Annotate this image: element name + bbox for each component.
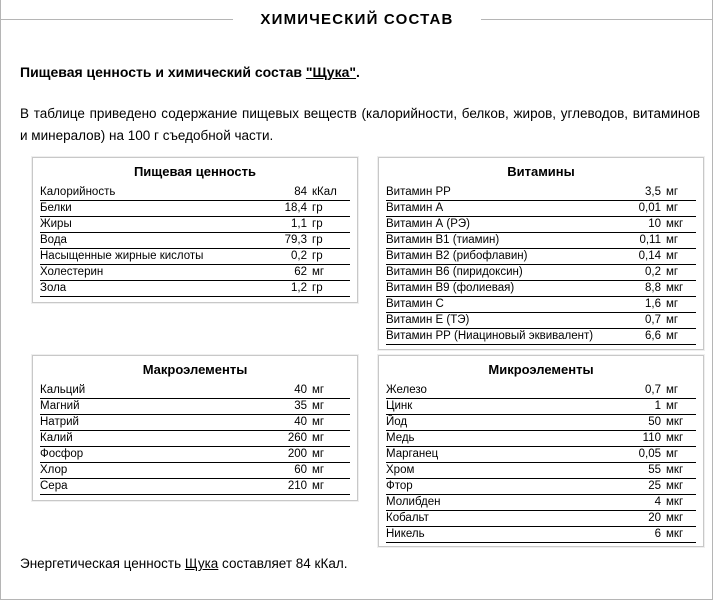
nutrient-value: 1,2 — [291, 282, 307, 294]
table-row — [386, 383, 696, 399]
nutrient-value: 25 — [648, 480, 661, 492]
nutrient-value: 1 — [654, 400, 661, 412]
table-row — [386, 399, 696, 415]
nutrient-unit: кКал — [312, 186, 337, 198]
nutrient-value: 10 — [648, 218, 661, 230]
nutrient-unit: мкг — [666, 282, 684, 294]
nutrient-name: Витамин В9 (фолиевая) — [386, 282, 515, 294]
table-row — [386, 249, 696, 265]
nutrient-name: Цинк — [386, 400, 413, 412]
nutrient-unit: мг — [666, 330, 679, 342]
nutrient-name: Магний — [40, 400, 80, 412]
nutrient-value: 8,8 — [645, 282, 661, 294]
footer-suffix: составляет 84 кКал. — [218, 556, 348, 571]
nutrient-name: Калий — [40, 432, 73, 444]
nutrient-unit: мкг — [666, 416, 684, 428]
panel-macro — [32, 355, 358, 501]
table-row — [40, 479, 350, 495]
nutrient-unit: гр — [312, 218, 323, 230]
nutrient-unit: гр — [312, 202, 323, 214]
nutrient-value: 0,01 — [638, 202, 661, 214]
nutrient-unit: мг — [312, 416, 325, 428]
table-row — [40, 217, 350, 233]
table-row — [386, 265, 696, 281]
nutrient-unit: мг — [666, 250, 679, 262]
nutrient-unit: мкг — [666, 480, 684, 492]
nutrient-value: 0,2 — [291, 250, 307, 262]
nutrient-value: 3,5 — [645, 186, 661, 198]
nutrient-unit: мг — [312, 432, 325, 444]
nutrient-unit: гр — [312, 282, 323, 294]
nutrient-unit: мг — [666, 186, 679, 198]
table-row — [386, 431, 696, 447]
subtitle-suffix: . — [356, 64, 360, 80]
nutrient-unit: гр — [312, 250, 323, 262]
nutrient-name: Натрий — [40, 416, 79, 428]
nutrient-name: Белки — [40, 202, 72, 214]
nutrient-name: Витамин В1 (тиамин) — [386, 234, 500, 246]
panel-title: Макроэлементы — [142, 362, 248, 377]
nutrient-name: Витамин C — [386, 298, 444, 310]
section-title: ХИМИЧЕСКИЙ СОСТАВ — [260, 11, 454, 28]
nutrient-value: 0,14 — [638, 250, 661, 262]
table-row — [40, 185, 350, 201]
nutrient-name: Никель — [386, 528, 425, 540]
nutrient-value: 1,1 — [291, 218, 307, 230]
nutrient-name: Витамин РР (Ниациновый эквивалент) — [386, 330, 594, 342]
header-divider-left — [1, 19, 233, 20]
nutrient-name: Витамин Е (ТЭ) — [386, 314, 470, 326]
nutrient-name: Кобальт — [386, 512, 429, 524]
nutrient-value: 0,05 — [638, 448, 661, 460]
nutrient-unit: мг — [666, 298, 679, 310]
nutrient-unit: мг — [666, 400, 679, 412]
nutrient-unit: мкг — [666, 432, 684, 444]
table-row — [386, 463, 696, 479]
nutrient-name: Фосфор — [40, 448, 84, 460]
panel-micro — [378, 355, 704, 547]
nutrient-unit: мг — [312, 464, 325, 476]
table-row — [386, 201, 696, 217]
table-row — [40, 399, 350, 415]
vitamins-rows — [379, 185, 703, 345]
table-row — [386, 511, 696, 527]
nutrient-value: 62 — [294, 266, 307, 278]
nutrient-value: 4 — [654, 496, 661, 508]
nutrient-name: Витамин В6 (пиридоксин) — [386, 266, 523, 278]
nutrient-unit: мг — [312, 266, 325, 278]
nutrient-unit: мг — [666, 448, 679, 460]
page-subtitle — [20, 64, 360, 80]
nutrient-value: 6,6 — [645, 330, 661, 342]
nutrient-name: Витамин А — [386, 202, 444, 214]
nutrient-value: 84 — [294, 186, 307, 198]
table-row — [386, 233, 696, 249]
nutrient-unit: мкг — [666, 218, 684, 230]
nutrient-unit: мг — [666, 266, 679, 278]
nutrient-name: Жиры — [40, 218, 72, 230]
nutrient-unit: гр — [312, 234, 323, 246]
nutrient-name: Кальций — [40, 384, 86, 396]
nutrient-unit: мг — [666, 202, 679, 214]
nutrition-rows — [33, 185, 357, 297]
nutrient-name: Вода — [40, 234, 67, 246]
nutrient-value: 0,11 — [639, 234, 661, 246]
nutrient-name: Насыщенные жирные кислоты — [40, 250, 204, 262]
nutrient-value: 20 — [648, 512, 661, 524]
table-row — [386, 185, 696, 201]
nutrient-name: Витамин В2 (рибофлавин) — [386, 250, 528, 262]
nutrient-unit: мг — [666, 234, 679, 246]
nutrient-value: 0,7 — [645, 384, 661, 396]
nutrient-value: 0,2 — [645, 266, 661, 278]
section-header — [1, 0, 713, 30]
intro-paragraph: В таблице приведено содержание пищевых веществ (калорийности, белков, жиров, углеводов, витаминов и минералов) на 100 г съедобной части. — [20, 106, 700, 143]
nutrient-name: Хлор — [40, 464, 68, 476]
nutrient-unit: мкг — [666, 528, 684, 540]
table-row — [386, 447, 696, 463]
nutrient-unit: мг — [312, 400, 325, 412]
nutrient-value: 1,6 — [645, 298, 661, 310]
table-row — [386, 495, 696, 511]
footer-note — [20, 556, 347, 571]
panel-title: Микроэлементы — [488, 362, 594, 377]
nutrient-value: 35 — [294, 400, 307, 412]
table-row — [386, 479, 696, 495]
table-row — [386, 297, 696, 313]
nutrient-name: Калорийность — [40, 186, 116, 198]
nutrient-name: Фтор — [386, 480, 413, 492]
header-divider-right — [481, 19, 713, 20]
table-row — [40, 249, 350, 265]
panel-title: Пищевая ценность — [133, 164, 257, 179]
nutrient-name: Йод — [386, 416, 408, 428]
micro-rows — [379, 383, 703, 543]
nutrient-unit: мг — [666, 384, 679, 396]
panel-title: Витамины — [507, 164, 575, 179]
table-row — [40, 201, 350, 217]
nutrient-value: 210 — [287, 480, 307, 492]
table-row — [40, 431, 350, 447]
nutrient-value: 40 — [294, 416, 307, 428]
nutrient-name: Витамин А (РЭ) — [386, 218, 470, 230]
nutrient-value: 0,7 — [645, 314, 661, 326]
table-row — [40, 415, 350, 431]
nutrient-value: 50 — [648, 416, 661, 428]
nutrient-unit: мг — [666, 314, 679, 326]
panel-vitamins — [378, 157, 704, 350]
table-row — [386, 217, 696, 233]
panel-nutrition — [32, 157, 358, 303]
nutrient-name: Хром — [386, 464, 415, 476]
footer-link[interactable]: Щука — [184, 556, 219, 571]
subtitle-text: Пищевая ценность и химический состав — [20, 64, 306, 80]
table-row — [386, 415, 696, 431]
table-row — [386, 527, 696, 543]
nutrient-value: 260 — [287, 432, 307, 444]
nutrient-value: 79,3 — [284, 234, 307, 246]
nutrient-unit: мг — [312, 480, 325, 492]
subtitle-link[interactable]: "Щука" — [305, 64, 357, 80]
nutrient-name: Сера — [40, 480, 68, 492]
table-row — [386, 281, 696, 297]
nutrient-unit: мг — [312, 448, 325, 460]
nutrient-name: Железо — [386, 384, 427, 396]
nutrient-value: 60 — [294, 464, 307, 476]
nutrient-value: 110 — [642, 432, 661, 444]
footer-text: Энергетическая ценность — [20, 556, 185, 571]
nutrient-value: 6 — [654, 528, 661, 540]
nutrient-value: 55 — [648, 464, 661, 476]
table-row — [40, 447, 350, 463]
table-row — [386, 313, 696, 329]
macro-rows — [33, 383, 357, 495]
nutrient-name: Витамин PP — [386, 186, 451, 198]
nutrient-name: Зола — [40, 282, 67, 294]
table-row — [40, 233, 350, 249]
nutrient-value: 40 — [294, 384, 307, 396]
nutrient-name: Медь — [386, 432, 415, 444]
table-row — [40, 281, 350, 297]
table-row — [40, 265, 350, 281]
table-row — [40, 463, 350, 479]
nutrient-value: 200 — [287, 448, 307, 460]
nutrient-name: Холестерин — [40, 266, 104, 278]
nutrient-unit: мкг — [666, 512, 684, 524]
nutrient-name: Молибден — [386, 496, 441, 508]
nutrient-unit: мкг — [666, 496, 684, 508]
nutrient-unit: мкг — [666, 464, 684, 476]
nutrient-value: 18,4 — [284, 202, 307, 214]
table-row — [386, 329, 696, 345]
table-row — [40, 383, 350, 399]
nutrient-unit: мг — [312, 384, 325, 396]
nutrient-name: Марганец — [386, 448, 439, 460]
